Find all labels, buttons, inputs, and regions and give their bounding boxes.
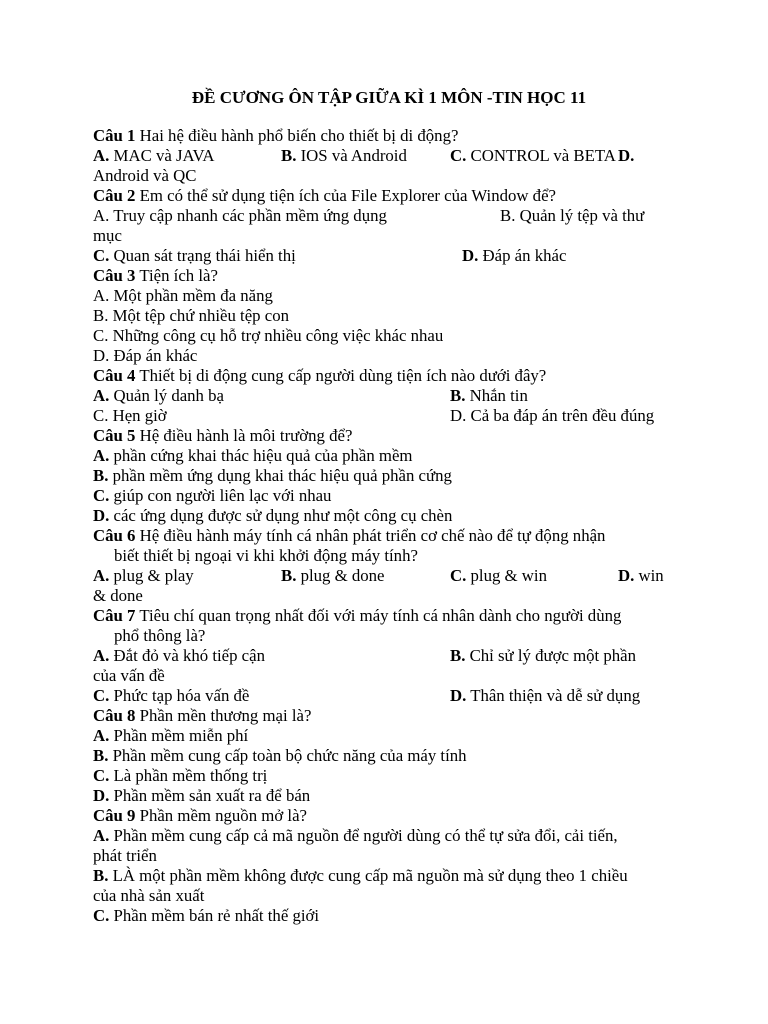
question-1-options xyxy=(93,146,683,166)
option-c xyxy=(450,566,547,586)
option-d-continued: & done xyxy=(93,586,143,605)
question-text: Phần mền thương mại là? xyxy=(135,706,312,725)
question-number: Câu 5 xyxy=(93,426,136,445)
option-b xyxy=(450,386,528,406)
option-a xyxy=(93,146,215,165)
question-7-options-ab xyxy=(93,646,683,666)
option-b-continued: của vấn đề xyxy=(93,666,165,685)
option-d xyxy=(93,786,683,806)
option-label: D. xyxy=(618,146,635,165)
option-c xyxy=(93,686,249,705)
option-b xyxy=(93,866,683,886)
option-a xyxy=(93,446,683,466)
option-label: C. xyxy=(450,146,467,165)
question-text-continued: biết thiết bị ngoại vi khi khởi động máy tính? xyxy=(114,546,418,565)
option-text: Phần mềm cung cấp cả mã nguồn để người dùng có thể tự sửa đổi, cải tiến, xyxy=(109,826,618,845)
question-number: Câu 2 xyxy=(93,186,136,205)
question-number: Câu 7 xyxy=(93,606,136,625)
option-a xyxy=(93,646,265,665)
question-number: Câu 4 xyxy=(93,366,136,385)
option-label: A. xyxy=(93,386,110,405)
option-a xyxy=(93,726,683,746)
option-label: C. xyxy=(93,766,110,785)
option-b-continued: mục xyxy=(93,226,122,245)
question-text: Tiện ích là? xyxy=(135,266,218,285)
question-text: Thiết bị di động cung cấp người dùng tiện ích nào dưới đây? xyxy=(135,366,547,385)
option-label: D. xyxy=(93,786,110,805)
option-text: Nhắn tin xyxy=(465,386,528,405)
option-a xyxy=(93,566,194,585)
question-5 xyxy=(93,426,683,446)
option-a: A. Một phần mềm đa năng xyxy=(93,286,273,305)
option-b-continued: của nhà sản xuất xyxy=(93,886,205,905)
option-label: B. xyxy=(450,646,466,665)
option-a xyxy=(93,386,224,405)
question-7 xyxy=(93,606,683,626)
option-label: A. xyxy=(93,646,110,665)
option-c: C. Hẹn giờ xyxy=(93,406,167,425)
option-label: B. xyxy=(93,866,109,885)
option-b xyxy=(281,146,407,166)
option-a: A. Truy cập nhanh các phần mềm ứng dụng xyxy=(93,206,387,225)
option-d xyxy=(462,246,566,266)
option-label: B. xyxy=(450,386,466,405)
question-3 xyxy=(93,266,683,286)
question-8 xyxy=(93,706,683,726)
question-7-options-cd xyxy=(93,686,683,706)
option-text: CONTROL và BETA xyxy=(466,146,616,165)
option-a xyxy=(93,826,683,846)
option-text: win xyxy=(634,566,664,585)
option-text: Quan sát trạng thái hiển thị xyxy=(109,246,296,265)
question-4-options-cd xyxy=(93,406,683,426)
option-text: Phần mềm cung cấp toàn bộ chức năng của máy tính xyxy=(108,746,467,765)
option-text: Phần mềm miễn phí xyxy=(109,726,249,745)
question-2 xyxy=(93,186,683,206)
option-label: B. xyxy=(281,566,297,585)
option-text: plug & done xyxy=(296,566,385,585)
option-text: Thân thiện và dễ sử dụng xyxy=(466,686,641,705)
question-text: Hệ điều hành là môi trường để? xyxy=(135,426,353,445)
option-label: C. xyxy=(93,686,110,705)
question-number: Câu 3 xyxy=(93,266,136,285)
option-label: C. xyxy=(450,566,467,585)
option-text: Phức tạp hóa vấn đề xyxy=(109,686,250,705)
question-4 xyxy=(93,366,683,386)
option-label: C. xyxy=(93,486,110,505)
option-c xyxy=(450,146,616,166)
option-b xyxy=(450,646,636,666)
option-text: Phần mềm bán rẻ nhất thế giới xyxy=(109,906,320,925)
option-d xyxy=(618,566,664,586)
option-d xyxy=(618,146,634,166)
question-number: Câu 6 xyxy=(93,526,136,545)
option-label: B. xyxy=(93,466,109,485)
option-d xyxy=(93,506,683,526)
option-c xyxy=(93,486,683,506)
option-label: C. xyxy=(93,906,110,925)
option-text: plug & win xyxy=(466,566,547,585)
question-2-options xyxy=(93,206,683,226)
question-text: Hai hệ điều hành phổ biến cho thiết bị di động? xyxy=(135,126,459,145)
option-text: Quản lý danh bạ xyxy=(109,386,224,405)
option-text: Đáp án khác xyxy=(478,246,567,265)
question-list xyxy=(93,126,683,926)
option-text: LÀ một phần mềm không được cung cấp mã nguồn mà sử dụng theo 1 chiều xyxy=(108,866,628,885)
option-b: B. Quản lý tệp và thư xyxy=(500,206,645,225)
question-6-options xyxy=(93,566,683,586)
question-text: Tiêu chí quan trọng nhất đối với máy tính cá nhân dành cho người dùng xyxy=(135,606,622,625)
question-text: Hệ điều hành máy tính cá nhân phát triển cơ chế nào để tự động nhận xyxy=(135,526,606,545)
option-b: B. Một tệp chứ nhiều tệp con xyxy=(93,306,289,325)
option-a-continued: phát triển xyxy=(93,846,157,865)
option-text: phần cứng khai thác hiệu quả của phần mềm xyxy=(109,446,413,465)
option-text: MAC và JAVA xyxy=(109,146,215,165)
option-text: Phần mềm sản xuất ra để bán xyxy=(109,786,311,805)
question-2-options-cd xyxy=(93,246,683,266)
question-number: Câu 1 xyxy=(93,126,136,145)
question-6 xyxy=(93,526,683,546)
question-text: Phần mềm nguồn mở là? xyxy=(135,806,307,825)
option-label: D. xyxy=(93,506,110,525)
option-label: B. xyxy=(93,746,109,765)
option-label: A. xyxy=(93,726,110,745)
option-label: D. xyxy=(618,566,635,585)
question-9 xyxy=(93,806,683,826)
page-title: ĐỀ CƯƠNG ÔN TẬP GIỮA KÌ 1 MÔN -TIN HỌC 11 xyxy=(191,88,587,107)
question-text: Em có thể sử dụng tiện ích của File Explorer của Window để? xyxy=(135,186,556,205)
option-c xyxy=(93,246,296,265)
option-text: Đắt đỏ và khó tiếp cận xyxy=(109,646,265,665)
option-d xyxy=(450,686,640,706)
option-text: IOS và Android xyxy=(296,146,407,165)
option-label: D. xyxy=(450,686,467,705)
option-d: D. Cả ba đáp án trên đều đúng xyxy=(450,406,655,425)
option-text: Là phần mềm thống trị xyxy=(109,766,268,785)
option-b xyxy=(93,746,683,766)
option-text: các ứng dụng được sử dụng như một công cụ chèn xyxy=(109,506,453,525)
option-text: plug & play xyxy=(109,566,194,585)
option-c: C. Những công cụ hỗ trợ nhiều công việc khác nhau xyxy=(93,326,444,345)
option-d-continued: Android và QC xyxy=(93,166,197,185)
question-text-continued: phổ thông là? xyxy=(114,626,206,645)
option-text: giúp con người liên lạc với nhau xyxy=(109,486,332,505)
option-label: A. xyxy=(93,146,110,165)
option-b xyxy=(93,466,683,486)
question-number: Câu 9 xyxy=(93,806,136,825)
option-label: D. xyxy=(462,246,479,265)
option-label: A. xyxy=(93,566,110,585)
option-d: D. Đáp án khác xyxy=(93,346,198,365)
option-label: B. xyxy=(281,146,297,165)
option-c xyxy=(93,766,683,786)
question-number: Câu 8 xyxy=(93,706,136,725)
option-label: C. xyxy=(93,246,110,265)
option-text: Chỉ sử lý được một phần xyxy=(465,646,637,665)
question-4-options-ab xyxy=(93,386,683,406)
option-label: A. xyxy=(93,826,110,845)
option-c xyxy=(93,906,683,926)
option-text: phần mềm ứng dụng khai thác hiệu quả phần cứng xyxy=(108,466,452,485)
question-1 xyxy=(93,126,683,146)
option-label: A. xyxy=(93,446,110,465)
option-b xyxy=(281,566,384,586)
